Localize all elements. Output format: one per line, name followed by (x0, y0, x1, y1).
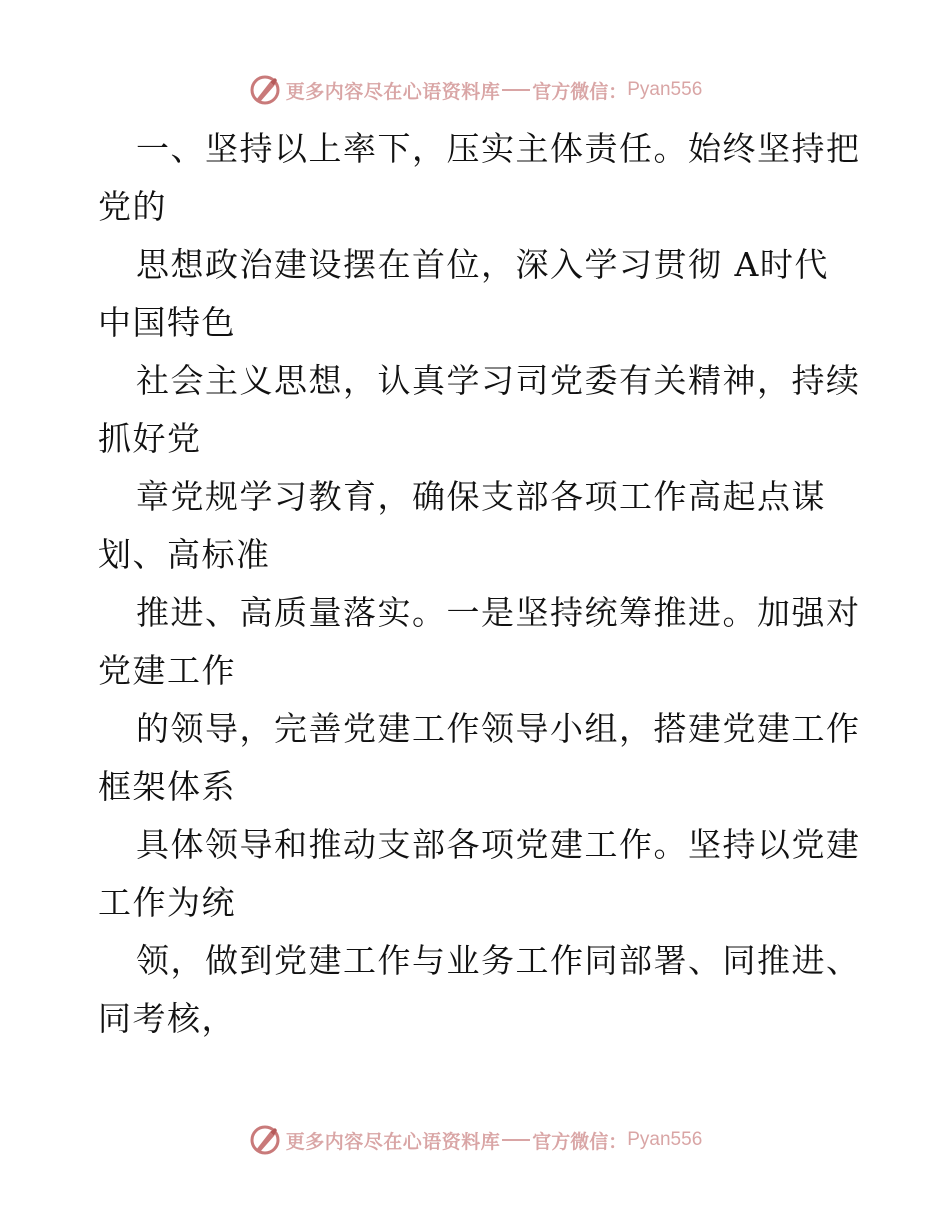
text-line: 社会主义思想，认真学习司党委有关精神，持续 (136, 361, 861, 400)
text-line-pair (98, 352, 861, 468)
footer-slogan: 更多内容尽在心语资料库 (285, 1130, 501, 1153)
pen-nib-icon (248, 73, 282, 107)
text-line: 推进、高质量落实。一是坚持统筹推进。加强对 (136, 593, 861, 632)
header-wechat-id: Pyan556 (627, 79, 703, 100)
text-line-wrap: 党建工作 (98, 651, 236, 690)
text-line-pair (98, 700, 861, 816)
footer-wechat-id: Pyan556 (627, 1129, 703, 1150)
footer-wechat-label: 官方微信： (532, 1130, 628, 1153)
document-body (98, 120, 861, 1048)
text-line: 的领导，完善党建工作领导小组，搭建党建工作 (136, 709, 861, 748)
footer-divider (502, 1139, 530, 1141)
header-wechat-label: 官方微信： (532, 80, 628, 103)
text-line-wrap: 框架体系 (98, 767, 236, 806)
text-line: 具体领导和推动支部各项党建工作。坚持以党建 (136, 825, 861, 864)
text-line: 领，做到党建工作与业务工作同部署、同推进、 (136, 941, 861, 980)
text-line-wrap: 工作为统 (98, 883, 236, 922)
text-line-wrap: 划、高标准 (98, 535, 271, 574)
text-line-pair (98, 816, 861, 932)
text-line: 章党规学习教育，确保支部各项工作高起点谋 (136, 477, 826, 516)
text-line-pair (98, 236, 858, 352)
text-line-wrap: 同考核， (98, 999, 236, 1038)
text-line: 思想政治建设摆在首位，深入学习贯彻 A时代 (136, 245, 829, 284)
header-banner (0, 70, 950, 110)
text-line-pair (98, 584, 861, 700)
text-line-wrap: 抓好党 (98, 419, 202, 458)
text-line-wrap: 中国特色 (98, 303, 236, 342)
text-line: 一、坚持以上率下，压实主体责任。始终坚持把 (136, 129, 861, 168)
text-line-pair (98, 932, 861, 1048)
text-line-pair (98, 120, 861, 236)
header-divider (502, 89, 530, 91)
text-line-pair (98, 468, 858, 584)
text-line-wrap: 党的 (98, 187, 167, 226)
header-slogan: 更多内容尽在心语资料库 (285, 80, 501, 103)
footer-banner (0, 1120, 950, 1160)
pen-nib-icon (248, 1123, 282, 1157)
